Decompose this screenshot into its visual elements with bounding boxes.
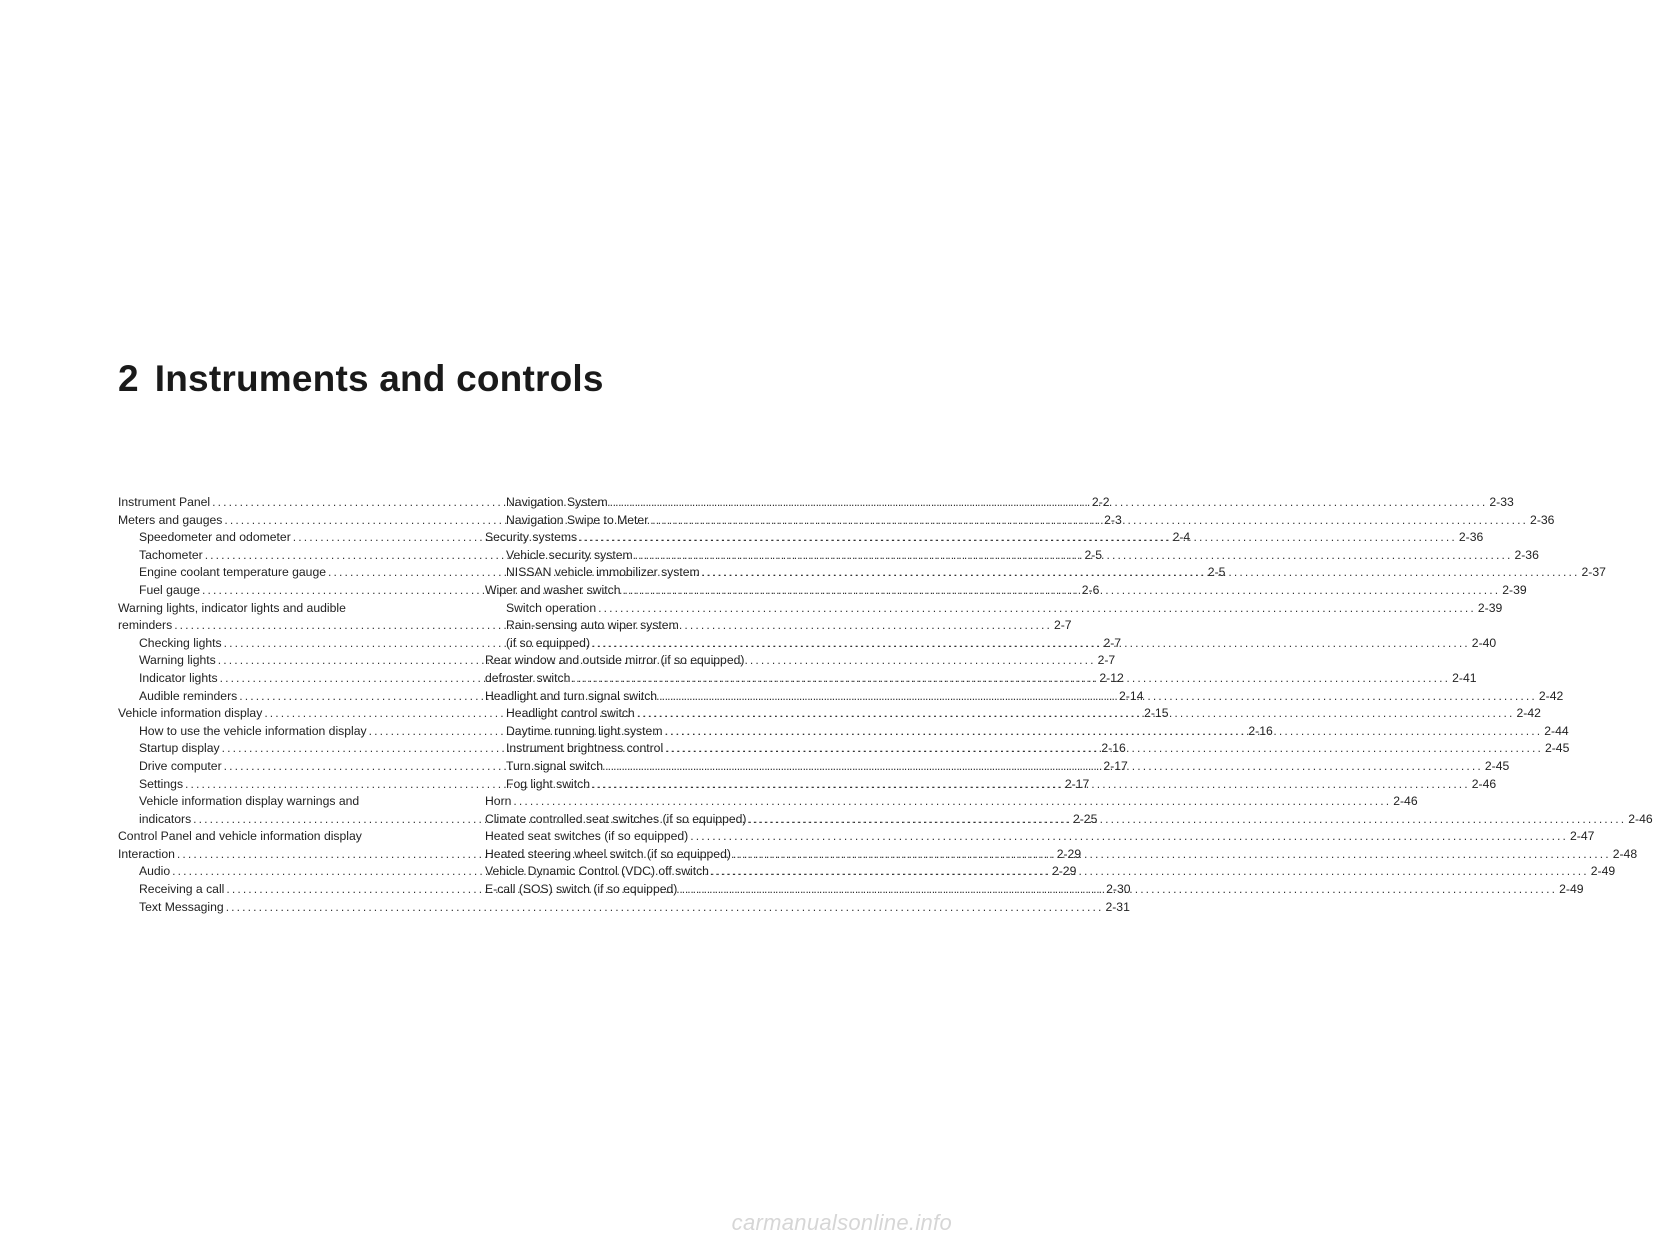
toc-entry-label: Instrument brightness control <box>506 741 664 756</box>
toc-dot-leader <box>592 776 1470 794</box>
toc-entry-page: 2-30 <box>1106 882 1131 897</box>
toc-entry-label: Interaction <box>118 846 175 861</box>
toc-entry-page: 2-45 <box>1484 758 1510 773</box>
toc-entry[interactable] <box>485 793 1418 811</box>
toc-entry-page: 2-33 <box>1489 495 1514 509</box>
toc-entry-page: 2-7 <box>1103 635 1122 650</box>
toc-entry-label: Text Messaging <box>139 899 224 914</box>
toc-entry-page: 2-15 <box>1144 706 1169 721</box>
toc-entry-label-line: Rear window and outside mirror (if so equipped) <box>485 653 745 668</box>
chapter-name: Instruments and controls <box>154 358 604 399</box>
watermark-url: carmanualsonline.info <box>731 1210 952 1235</box>
chapter-number: 2 <box>118 358 139 399</box>
toc-entry-label: Daytime running light system <box>506 723 663 738</box>
toc-entry-page: 2-45 <box>1544 741 1570 756</box>
toc-dot-leader <box>690 828 1568 846</box>
toc-entry[interactable] <box>118 899 1130 917</box>
toc-entry-label: Checking lights <box>139 635 222 650</box>
toc-entry-label: Drive computer <box>139 758 222 773</box>
toc-entry-label-line: Warning lights, indicator lights and audible <box>118 600 346 615</box>
toc-entry-label: Fuel gauge <box>139 582 200 597</box>
chapter-title <box>118 358 604 400</box>
toc-entry-label: Engine coolant temperature gauge <box>139 565 327 580</box>
toc-entry-label: Indicator lights <box>139 670 218 685</box>
toc-entry-page: 2-36 <box>1458 530 1484 545</box>
toc-dot-leader <box>592 635 1470 653</box>
toc-entry-page: 2-5 <box>1084 547 1103 562</box>
toc-entry[interactable] <box>485 512 1555 530</box>
toc-entry-page: 2-46 <box>1628 811 1653 826</box>
toc-entry-label: Meters and gauges <box>118 512 223 527</box>
toc-entry-page: 2-12 <box>1099 670 1124 685</box>
toc-dot-leader <box>598 600 1476 618</box>
toc-entry-label: Tachometer <box>139 547 203 562</box>
toc-entry-page: 2-2 <box>1091 495 1110 509</box>
toc-entry-page: 2-49 <box>1590 864 1616 879</box>
toc-entry-page: 2-39 <box>1502 582 1527 597</box>
toc-entry-page: 2-29 <box>1051 864 1077 879</box>
toc-entry-label: Climate controlled seat switches (if so equipped) <box>485 811 747 826</box>
toc-entry-page: 2-42 <box>1538 688 1564 703</box>
toc-entry-label: Security systems <box>485 530 578 545</box>
toc-entry-label: Heated seat switches (if so equipped) <box>485 829 689 844</box>
toc-dot-leader <box>679 881 1557 899</box>
toc-entry-label: Vehicle information display <box>118 706 263 721</box>
toc-dot-leader <box>572 670 1450 688</box>
toc-dot-leader <box>579 529 1457 547</box>
toc-entry-page: 2-48 <box>1612 846 1638 861</box>
toc-entry-label: Headlight control switch <box>506 706 635 721</box>
toc-dot-leader <box>650 512 1528 530</box>
toc-dot-leader <box>637 705 1515 723</box>
toc-entry-page: 2-36 <box>1514 547 1539 562</box>
toc-entry-page: 2-29 <box>1056 846 1082 861</box>
toc-entry-label: Warning lights <box>139 653 216 668</box>
toc-entry-page: 2-31 <box>1105 899 1130 914</box>
toc-entry-label-line: Rain-sensing auto wiper system <box>506 618 679 633</box>
toc-entry-label: Heated steering wheel switch (if so equipped) <box>485 846 731 861</box>
toc-entry-page: 2-39 <box>1477 600 1503 615</box>
toc-entry-label: Navigation Swipe to Meter <box>506 512 649 527</box>
toc-entry-label: indicators <box>139 811 192 826</box>
toc-entry-label-line: Control Panel and vehicle information display <box>118 829 362 844</box>
toc-entry-page: 2-46 <box>1393 794 1418 809</box>
toc-entry-page: 2-25 <box>1072 811 1098 826</box>
toc-entry-label-line: Vehicle information display warnings and <box>139 794 360 809</box>
toc-entry-label: Instrument Panel <box>118 495 211 509</box>
toc-entry-label: How to use the vehicle information display <box>139 723 367 738</box>
toc-entry-label: Receiving a call <box>139 882 225 897</box>
toc-entry-label: Audio <box>139 864 171 879</box>
toc-entry[interactable] <box>485 828 1595 846</box>
toc-dot-leader <box>635 547 1513 565</box>
toc-entry-page: 2-41 <box>1452 670 1477 685</box>
toc-entry-page: 2-40 <box>1471 635 1497 650</box>
toc-entry-label: Horn <box>485 794 512 809</box>
toc-entry-label: NISSAN vehicle immobilizer system <box>506 565 700 580</box>
toc-dot-leader <box>711 863 1589 881</box>
toc-entry-page: 2-17 <box>1103 758 1128 773</box>
toc-entry-label: Startup display <box>139 741 220 756</box>
toc-entry-label: Vehicle Dynamic Control (VDC) off switch <box>485 864 709 879</box>
toc-entry-label: Turn signal switch <box>506 758 604 773</box>
toc-entry-page: 2-16 <box>1101 741 1126 756</box>
toc-entry-page: 2-17 <box>1064 776 1090 791</box>
toc-entry-label: E-call (SOS) switch (if so equipped) <box>485 882 678 897</box>
toc-entry-label: Settings <box>139 776 184 791</box>
toc-entry-page: 2-7 <box>1053 618 1072 633</box>
toc-dot-leader <box>622 582 1500 600</box>
toc-entry-label: Fog light switch <box>506 776 590 791</box>
toc-entry-page: 2-5 <box>1207 565 1226 580</box>
toc-entry-page: 2-47 <box>1570 829 1595 844</box>
toc-entry-label: Vehicle security system <box>506 547 633 562</box>
toc-entry-label: Wiper and washer switch <box>485 582 621 597</box>
toc-entry-page: 2-4 <box>1172 530 1191 545</box>
toc-entry-label: (if so equipped) <box>506 635 591 650</box>
toc-entry-label: Speedometer and odometer <box>139 530 291 545</box>
toc-dot-leader <box>664 723 1542 741</box>
toc-entry-page: 2-44 <box>1544 723 1569 738</box>
toc-entry-label: defroster switch <box>485 670 571 685</box>
toc-entry-page: 2-6 <box>1081 582 1100 597</box>
toc-entry-page: 2-42 <box>1516 706 1541 721</box>
toc-entry-page: 2-16 <box>1248 723 1273 738</box>
toc-dot-leader <box>733 846 1611 864</box>
toc-entry-page: 2-46 <box>1471 776 1497 791</box>
toc-dot-leader <box>605 758 1483 776</box>
toc-entry-page: 2-49 <box>1559 882 1584 897</box>
toc-dot-leader <box>702 564 1580 582</box>
toc-entry-page: 2-14 <box>1119 688 1144 703</box>
toc-entry-label: Switch operation <box>506 600 597 615</box>
toc-entry[interactable] <box>485 600 1503 618</box>
toc-dot-leader <box>610 494 1488 512</box>
toc-dot-leader <box>513 793 1391 811</box>
toc-dot-leader <box>665 740 1543 758</box>
toc-entry-page: 2-3 <box>1104 512 1122 527</box>
toc-entry-page: 2-37 <box>1581 565 1606 580</box>
toc-dot-leader <box>748 811 1626 829</box>
toc-entry-label: Audible reminders <box>139 688 238 703</box>
toc-entry-label: Headlight and turn signal switch <box>485 688 658 703</box>
toc-dot-leader <box>226 899 1104 917</box>
toc-entry-label: Navigation System <box>506 495 608 509</box>
toc-dot-leader <box>659 688 1537 706</box>
toc-entry-page: 2-7 <box>1097 653 1116 668</box>
toc-entry-page: 2-36 <box>1530 512 1555 527</box>
toc-entry-label: reminders <box>118 618 173 633</box>
